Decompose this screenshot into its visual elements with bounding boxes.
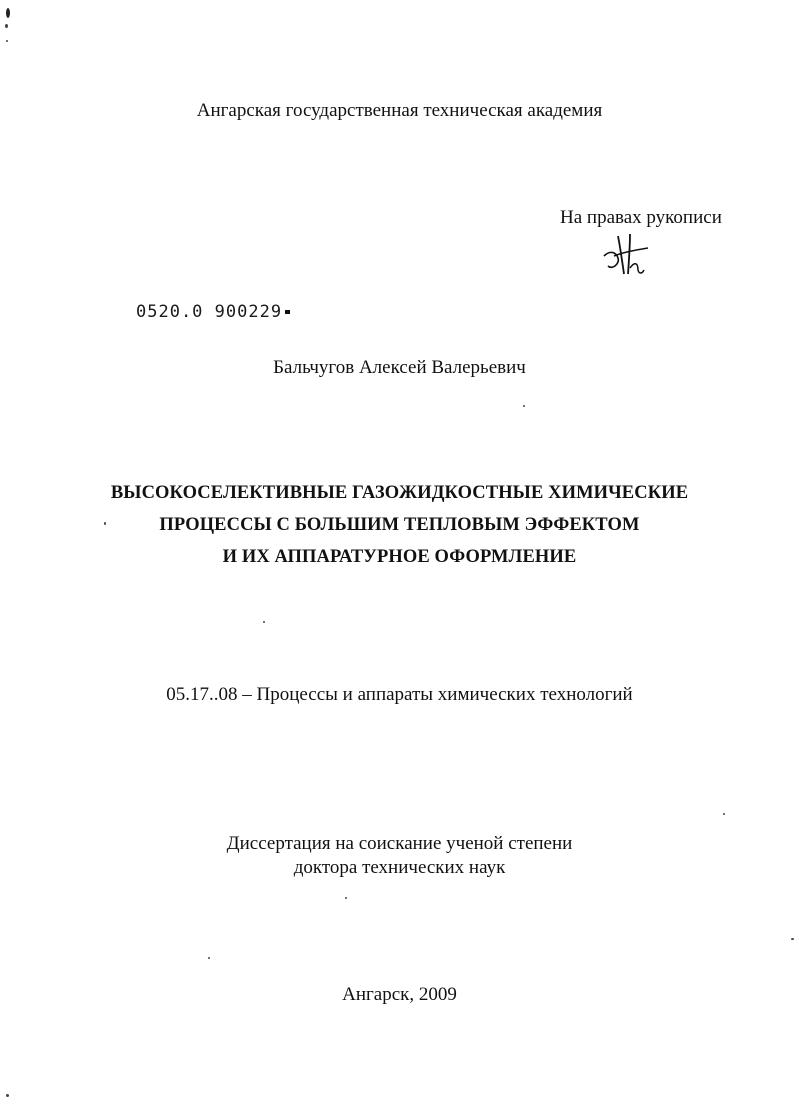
rights-notice: На правах рукописи (560, 207, 722, 228)
scan-speck (6, 40, 8, 42)
scan-speck (263, 621, 265, 623)
title-line-1: ВЫСОКОСЕЛЕКТИВНЫЕ ГАЗОЖИДКОСТНЫЕ ХИМИЧЕСКИЕ (110, 483, 689, 503)
scan-speck (345, 897, 347, 899)
scan-speck (6, 8, 10, 18)
title-line-2: ПРОЦЕССЫ С БОЛЬШИМ ТЕПЛОВЫМ ЭФФЕКТОМ (159, 515, 640, 535)
institution-name: Ангарская государственная техническая академия (196, 100, 603, 121)
scan-speck (791, 938, 794, 940)
degree-line-1: Диссертация на соискание ученой степени (226, 833, 573, 854)
title-line-3: И ИХ АППАРАТУРНОЕ ОФОРМЛЕНИЕ (222, 547, 577, 567)
registration-mark-icon (285, 310, 290, 314)
registration-code-text: 0520.0 900229 (136, 302, 283, 322)
scan-speck (723, 813, 725, 815)
specialty-code: 05.17..08 – Процессы и аппараты химических технологий (166, 684, 633, 705)
degree-line-2: доктора технических наук (293, 857, 506, 878)
scan-speck (208, 957, 210, 959)
handwritten-signature (596, 230, 656, 280)
scan-speck (5, 24, 8, 28)
scan-speck (523, 405, 525, 407)
place-and-year: Ангарск, 2009 (342, 984, 457, 1005)
scan-speck (6, 1094, 9, 1097)
author-name: Бальчугов Алексей Валерьевич (273, 357, 526, 378)
scan-speck (104, 522, 106, 525)
registration-code (136, 302, 290, 322)
